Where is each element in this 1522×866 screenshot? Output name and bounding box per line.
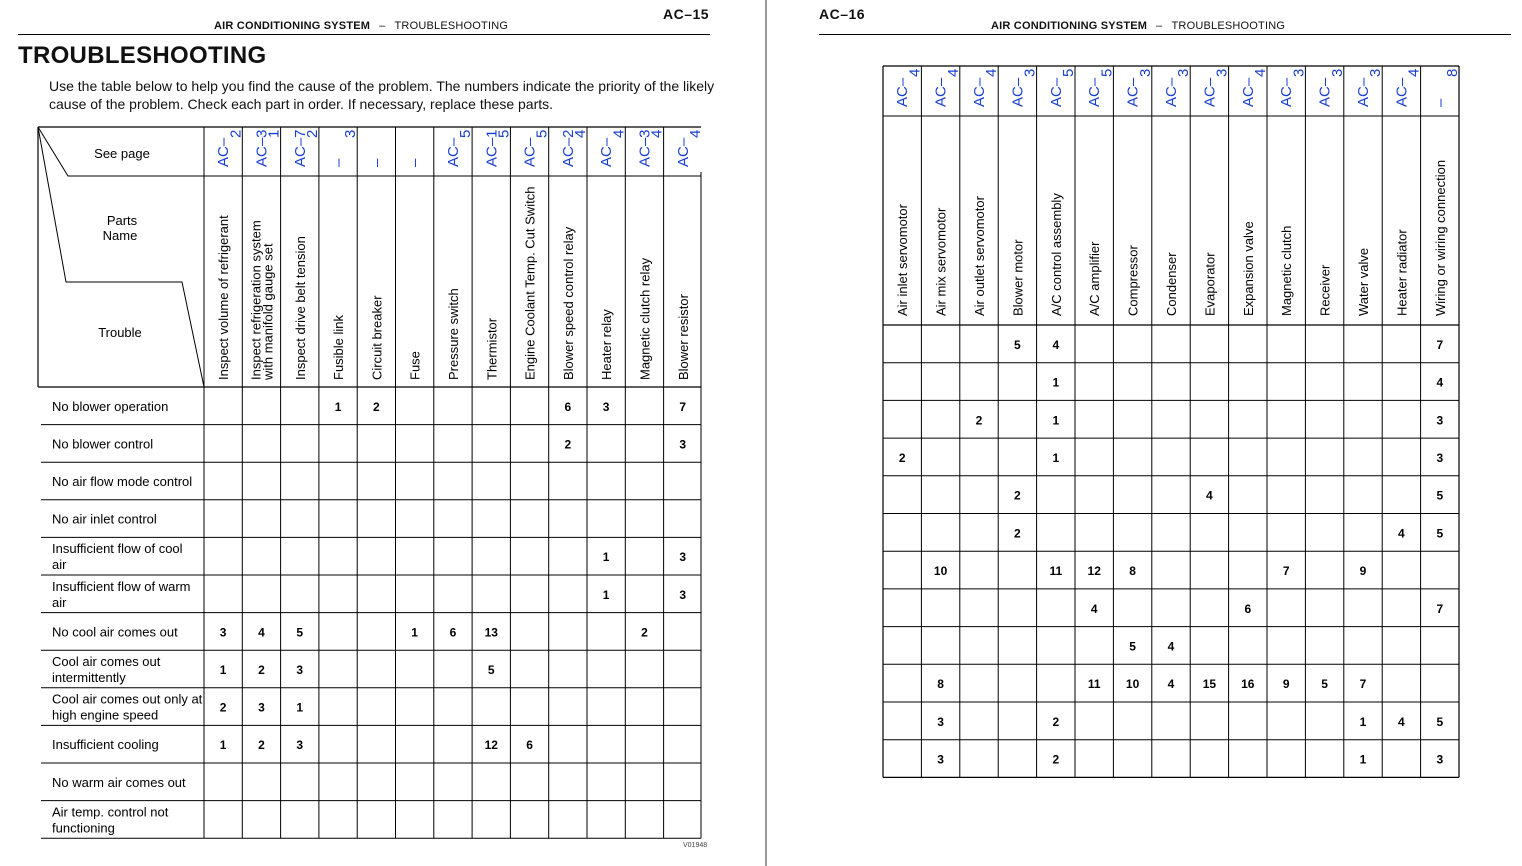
see-page-ref: AC–1 — [483, 129, 501, 167]
part-name: Air mix servomotor — [933, 207, 949, 316]
trouble-label: No blower control — [52, 436, 154, 452]
see-page-ref: AC– — [971, 77, 988, 107]
priority-value: 9 — [1282, 677, 1290, 692]
see-page-digit: 3 — [342, 129, 360, 138]
priority-value: 7 — [1436, 337, 1444, 352]
see-page-digit: 4 — [572, 129, 589, 138]
part-name: Heater relay — [599, 309, 615, 380]
priority-value: 1 — [1359, 714, 1367, 729]
priority-value: 1 — [1359, 752, 1367, 767]
priority-value: 1 — [411, 625, 418, 640]
priority-value: 2 — [641, 625, 648, 640]
see-page-ref: AC– — [894, 77, 912, 107]
priority-value: 3 — [1436, 752, 1444, 767]
trouble-label: Insufficient flow of cool — [52, 541, 183, 557]
priority-value: 3 — [1436, 450, 1444, 465]
see-page-digit: 4 — [944, 68, 962, 77]
see-page-digit: 4 — [1405, 68, 1423, 77]
see-page-ref: AC– — [598, 137, 616, 167]
see-page-digit: 5 — [495, 129, 513, 138]
trouble-label: No blower operation — [52, 398, 169, 414]
see-page-ref: AC– — [1163, 77, 1180, 107]
part-name: Fusible link — [331, 314, 347, 380]
priority-value: 5 — [1129, 639, 1136, 654]
see-page-digit: 3 — [1328, 68, 1346, 77]
part-name: Circuit breaker — [369, 295, 385, 380]
priority-value: 10 — [1125, 677, 1140, 692]
see-page-digit: 5 — [457, 129, 475, 138]
part-name: Receiver — [1317, 264, 1333, 316]
part-name: Wiring or wiring connection — [1432, 159, 1448, 316]
trouble-label: Trouble — [98, 325, 142, 340]
priority-value: 4 — [1206, 488, 1213, 503]
priority-value: 1 — [296, 700, 304, 715]
priority-value: 4 — [1090, 601, 1098, 616]
priority-value: 7 — [1436, 601, 1444, 616]
priority-value: 2 — [258, 738, 265, 753]
figure-id: V01948 — [683, 842, 708, 849]
priority-value: 4 — [258, 625, 265, 640]
see-page-ref: AC– — [1355, 77, 1372, 107]
priority-value: 9 — [1359, 564, 1367, 579]
see-page-ref: – — [406, 158, 424, 167]
priority-value: 6 — [526, 738, 533, 753]
see-page-ref: AC– — [521, 137, 539, 167]
trouble-label: air — [52, 557, 67, 573]
see-page-digit: 4 — [610, 129, 628, 138]
priority-value: 3 — [602, 399, 610, 414]
see-page-ref: AC– — [1239, 77, 1257, 107]
see-page-digit: 4 — [906, 68, 924, 77]
see-page-digit: 2 — [227, 129, 245, 138]
priority-value: 3 — [679, 550, 687, 565]
priority-value: 8 — [1129, 564, 1136, 579]
see-page-ref: AC– — [1124, 77, 1142, 107]
priority-value: 3 — [1436, 413, 1444, 428]
part-name: Evaporator — [1202, 252, 1218, 316]
priority-value: 2 — [258, 663, 265, 677]
part-name: Air inlet servomotor — [895, 204, 911, 316]
see-page-ref: – — [1431, 98, 1449, 107]
priority-value: 2 — [219, 700, 227, 715]
priority-value: 4 — [1398, 526, 1405, 541]
see-page-label: See page — [94, 146, 150, 161]
part-name: Thermistor — [484, 317, 500, 380]
part-name: Compressor — [1125, 245, 1141, 316]
see-page-ref: AC– — [1201, 77, 1219, 107]
see-page-ref: AC– — [215, 137, 233, 167]
see-page-digit: 4 — [686, 129, 704, 138]
right-troubleshooting-table — [767, 0, 1522, 866]
part-name: Water valve — [1356, 247, 1371, 316]
priority-value: 3 — [679, 437, 687, 452]
see-page-digit: 4 — [1252, 68, 1269, 77]
trouble-label: Air temp. control not — [52, 804, 169, 820]
priority-value: 3 — [937, 752, 944, 767]
priority-value: 7 — [1282, 564, 1290, 579]
see-page-ref: AC– — [1047, 77, 1065, 107]
priority-value: 4 — [1167, 677, 1175, 692]
parts-name-label: Parts — [106, 213, 138, 228]
see-page-ref: AC– — [1086, 77, 1104, 107]
part-name: Engine Coolant Temp. Cut Switch — [522, 186, 538, 380]
see-page-ref: AC– — [1316, 77, 1334, 107]
see-page-ref: AC–7 — [291, 129, 309, 167]
priority-value: 2 — [1052, 714, 1060, 729]
see-page-digit: 3 — [1136, 68, 1154, 77]
part-name: Fuse — [407, 351, 423, 380]
part-name: Inspect drive belt tension — [292, 236, 308, 380]
priority-value: 12 — [484, 738, 498, 753]
part-name: with manifold gauge set — [260, 243, 276, 380]
part-name: Expansion valve — [1240, 221, 1256, 316]
priority-value: 1 — [1052, 450, 1060, 465]
priority-value: 13 — [484, 625, 498, 640]
priority-value: 2 — [1014, 488, 1021, 503]
see-page-digit: 3 — [1021, 68, 1039, 77]
running-header-subsection: TROUBLESHOOTING — [1171, 20, 1286, 32]
see-page-ref: AC–3 — [636, 129, 654, 167]
trouble-label: Insufficient cooling — [52, 737, 159, 753]
priority-value: 16 — [1241, 677, 1255, 692]
priority-value: 2 — [373, 399, 380, 414]
part-name: Magnetic clutch relay — [637, 257, 653, 380]
priority-value: 7 — [679, 399, 687, 414]
part-name: Air outlet servomotor — [972, 196, 987, 316]
priority-value: 7 — [1359, 677, 1367, 692]
see-page-ref: AC– — [674, 137, 692, 167]
page-number: AC–15 — [663, 6, 710, 22]
priority-value: 5 — [296, 625, 304, 640]
trouble-label: Cool air comes out only at — [52, 691, 203, 707]
see-page-ref: AC– — [1393, 77, 1411, 107]
right-page — [767, 0, 1522, 866]
running-header-separator: – — [379, 20, 386, 32]
running-header-section: AIR CONDITIONING SYSTEM — [991, 20, 1148, 32]
part-name: Heater radiator — [1394, 229, 1410, 316]
priority-value: 3 — [219, 625, 227, 640]
priority-value: 12 — [1087, 564, 1101, 579]
priority-value: 1 — [219, 663, 227, 677]
part-name: Magnetic clutch — [1279, 225, 1295, 316]
see-page-digit: 4 — [648, 129, 666, 138]
trouble-label: No air inlet control — [52, 511, 157, 527]
priority-value: 1 — [602, 587, 610, 602]
priority-value: 6 — [1244, 601, 1252, 616]
priority-value: 6 — [564, 399, 572, 414]
priority-value: 11 — [1049, 564, 1063, 579]
priority-value: 1 — [219, 738, 227, 753]
priority-value: 2 — [1014, 526, 1021, 541]
intro-paragraph: Use the table below to help you find the cause of the problem. The numbers indicate the priority of the likely cause of the problem. Check each part in order. If necessary, replace these parts. — [49, 78, 715, 112]
see-page-ref: AC– — [1009, 77, 1027, 107]
trouble-label: No cool air comes out — [52, 624, 178, 640]
priority-value: 5 — [1321, 677, 1328, 692]
trouble-label: Insufficient flow of warm — [52, 578, 191, 594]
see-page-digit: 5 — [1098, 68, 1116, 77]
running-header-subsection: TROUBLESHOOTING — [394, 20, 509, 32]
priority-value: 8 — [937, 677, 944, 692]
part-name: A/C amplifier — [1087, 241, 1103, 316]
page-title: TROUBLESHOOTING — [18, 42, 267, 69]
priority-value: 1 — [334, 399, 342, 414]
priority-value: 4 — [1167, 639, 1175, 654]
priority-value: 6 — [449, 625, 457, 640]
part-name: Blower motor — [1010, 239, 1026, 316]
see-page-ref: – — [368, 158, 386, 167]
trouble-label: No air flow mode control — [52, 474, 193, 489]
priority-value: 3 — [258, 700, 265, 715]
see-page-digit: 3 — [1213, 68, 1231, 77]
see-page-digit: 3 — [1290, 68, 1308, 77]
priority-value: 11 — [1087, 677, 1101, 692]
priority-value: 2 — [898, 450, 906, 465]
trouble-label: intermittently — [52, 670, 126, 685]
priority-value: 5 — [1436, 488, 1444, 503]
running-header-separator: – — [1156, 20, 1163, 32]
see-page-digit: 3 — [1367, 68, 1385, 77]
part-name: Pressure switch — [445, 288, 461, 380]
priority-value: 5 — [1436, 526, 1444, 541]
part-name: A/C control assembly — [1048, 193, 1064, 316]
see-page-digit: 8 — [1444, 68, 1461, 77]
trouble-label: No warm air comes out — [52, 774, 186, 790]
trouble-label: Cool air comes out — [52, 654, 161, 669]
priority-value: 3 — [937, 714, 944, 729]
see-page-digit: 5 — [533, 129, 551, 138]
priority-value: 4 — [1398, 714, 1405, 729]
running-header-section: AIR CONDITIONING SYSTEM — [214, 20, 371, 32]
priority-value: 3 — [679, 587, 687, 602]
see-page-ref: AC–3 — [253, 129, 271, 167]
see-page-ref: AC– — [444, 137, 462, 167]
part-name: Blower resistor — [675, 294, 691, 380]
part-name: Blower speed control relay — [560, 226, 576, 380]
priority-value: 3 — [296, 738, 304, 753]
priority-value: 15 — [1202, 677, 1217, 692]
part-name: Inspect refrigeration system — [248, 220, 264, 380]
priority-value: 3 — [296, 663, 304, 677]
header-diagonal-parts — [38, 127, 204, 387]
priority-value: 10 — [933, 564, 948, 579]
priority-value: 5 — [1436, 714, 1444, 729]
priority-value: 2 — [564, 437, 572, 452]
part-name: Inspect volume of refrigerant — [216, 215, 232, 380]
see-page-digit: 2 — [303, 129, 321, 138]
see-page-ref: AC–2 — [559, 129, 577, 167]
trouble-label: high engine speed — [52, 707, 159, 723]
see-page-ref: – — [330, 158, 348, 167]
see-page-digit: 4 — [983, 68, 1001, 77]
priority-value: 4 — [1436, 375, 1444, 390]
see-page-digit: 5 — [1060, 68, 1077, 77]
priority-value: 1 — [1052, 413, 1060, 428]
page-number: AC–16 — [819, 6, 866, 22]
priority-value: 2 — [1052, 752, 1060, 767]
priority-value: 2 — [975, 413, 983, 428]
priority-value: 4 — [1052, 337, 1060, 352]
see-page-digit: 3 — [1175, 68, 1193, 77]
priority-value: 1 — [1052, 375, 1060, 390]
parts-name-label: Name — [102, 228, 138, 243]
see-page-ref: AC– — [932, 77, 950, 107]
trouble-label: functioning — [52, 820, 115, 836]
priority-value: 5 — [1014, 337, 1021, 352]
see-page-digit: 1 — [265, 129, 283, 138]
priority-value: 1 — [602, 550, 610, 565]
see-page-ref: AC– — [1278, 77, 1296, 107]
trouble-label: air — [52, 594, 67, 610]
priority-value: 5 — [487, 663, 495, 677]
part-name: Condenser — [1164, 252, 1179, 316]
